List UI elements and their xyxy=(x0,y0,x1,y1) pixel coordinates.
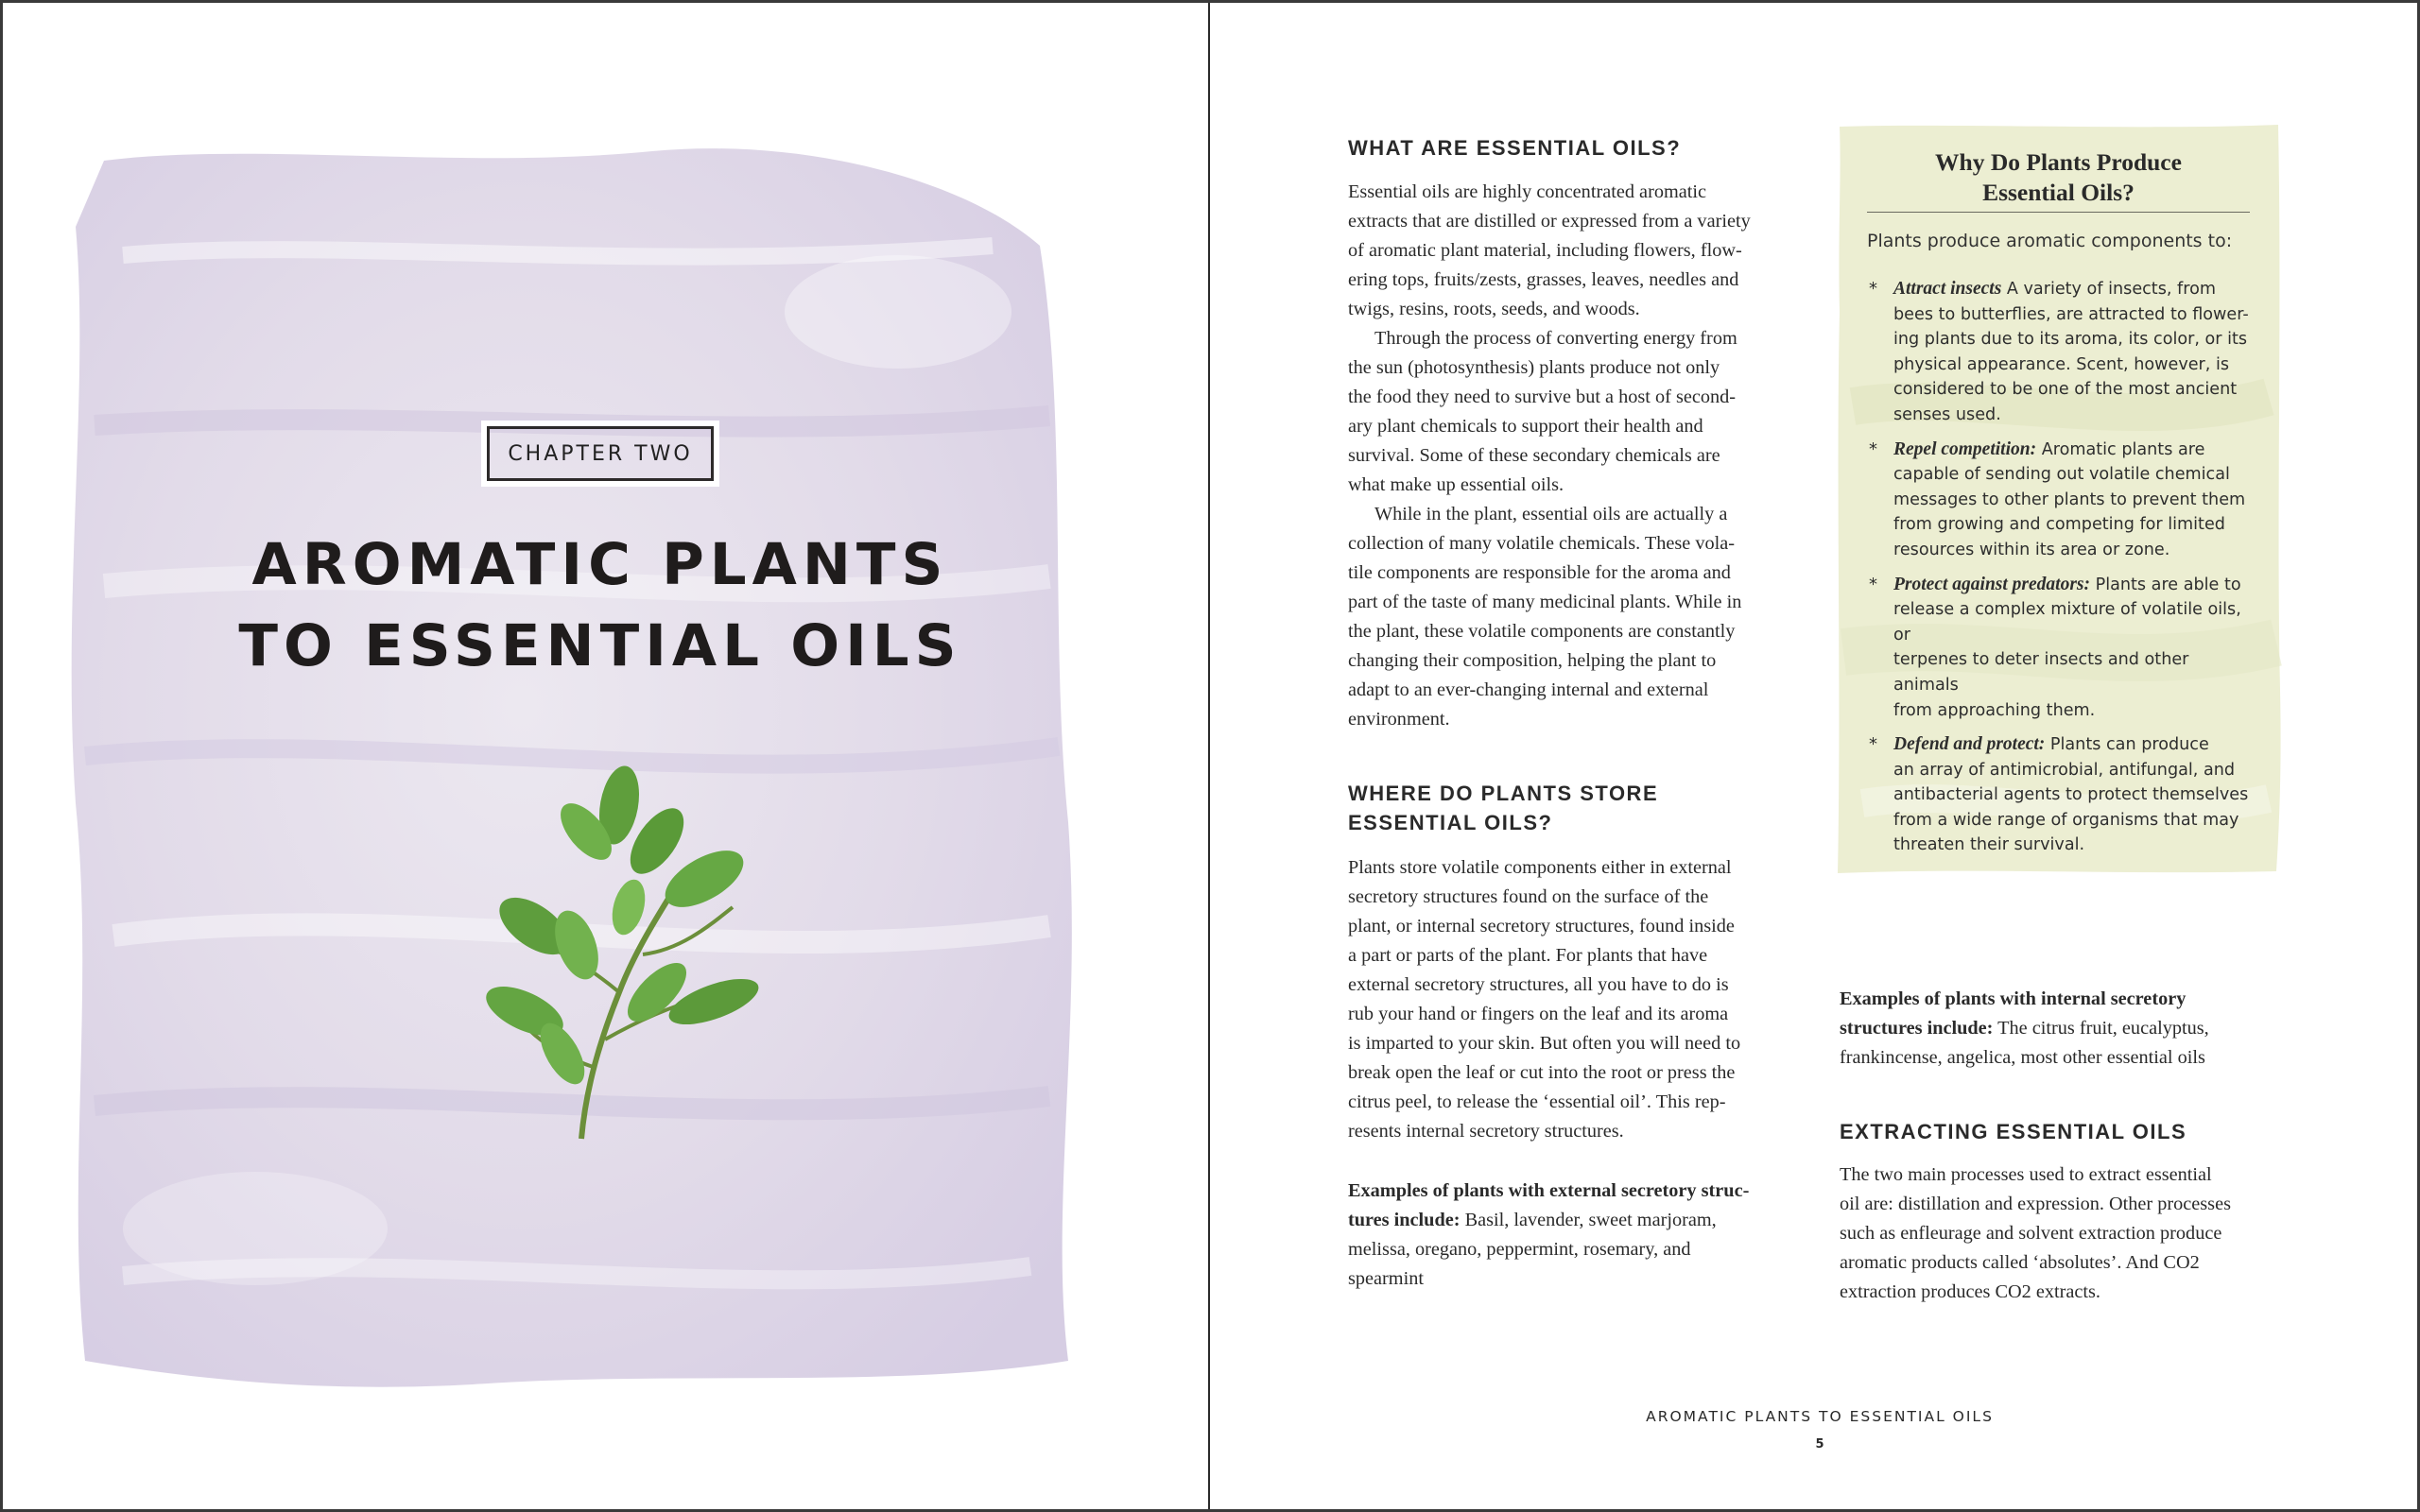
text-line xyxy=(1840,985,2284,1014)
text-line: ary plant chemicals to support their health and xyxy=(1348,416,1703,437)
text-line xyxy=(1893,573,2250,598)
running-footer: AROMATIC PLANTS TO ESSENTIAL OILS xyxy=(1646,1408,1994,1425)
text-line: a part or parts of the plant. For plants that have xyxy=(1348,945,1708,966)
text-line: is imparted to your skin. But often you will need to xyxy=(1348,1033,1741,1054)
sidebar-title-line: Why Do Plants Produce xyxy=(1935,148,2182,176)
text-line: Plants store volatile components either in external xyxy=(1348,857,1732,878)
chapter-title-line: TO ESSENTIAL OILS xyxy=(238,612,962,679)
list-item xyxy=(1867,438,2250,563)
text-line: resents internal secretory structures. xyxy=(1348,1121,1624,1142)
text-line: changing their composition, helping the plant to xyxy=(1348,650,1717,671)
text-line: senses used. xyxy=(1893,404,2001,424)
bullet-icon: * xyxy=(1869,438,1877,459)
section-heading-where xyxy=(1348,779,1688,837)
bullet-icon: * xyxy=(1869,734,1877,755)
text-run: Basil, lavender, sweet marjoram, xyxy=(1460,1210,1717,1230)
text-line: an array of antimicrobial, antifungal, and xyxy=(1893,760,2236,780)
text-line: environment. xyxy=(1348,709,1450,730)
text-line: adapt to an ever-changing internal and external xyxy=(1348,679,1709,700)
text-line: bees to butterflies, are attracted to flower- xyxy=(1893,304,2249,324)
chapter-label-box xyxy=(487,426,714,481)
chapter-title xyxy=(170,524,1030,687)
text-line: considered to be one of the most ancient xyxy=(1893,380,2238,400)
sidebar-title-line: Essential Oils? xyxy=(1982,179,2135,206)
heading-line: ESSENTIAL OILS? xyxy=(1348,811,1553,834)
text-line: the food they need to survive but a host of second- xyxy=(1348,387,1737,407)
text-line: While in the plant, essential oils are actually a xyxy=(1374,504,1728,524)
list-item xyxy=(1867,277,2250,428)
text-line: Through the process of converting energy from xyxy=(1374,328,1737,349)
text-line: resources within its area or zone. xyxy=(1893,540,2170,559)
text-line: external secretory structures, all you have to do is xyxy=(1348,974,1729,995)
text-line: ering tops, fruits/zests, grasses, leaves, needles and xyxy=(1348,269,1739,290)
text-line: citrus peel, to release the ‘essential oil’. This rep- xyxy=(1348,1091,1726,1112)
text-line: release a complex mixture of volatile oils, or xyxy=(1893,600,2241,644)
text-line: part of the taste of many medicinal plants. While in xyxy=(1348,592,1742,612)
text-line: melissa, oregano, peppermint, rosemary, and xyxy=(1348,1239,1691,1260)
text-run: Aromatic plants are xyxy=(2036,439,2205,459)
sidebar-intro: Plants produce aromatic components to: xyxy=(1867,231,2233,251)
text-line: from growing and competing for limited xyxy=(1893,515,2225,535)
text-line: of aromatic plant material, including flowers, flow- xyxy=(1348,240,1742,261)
text-line xyxy=(1840,1014,2284,1043)
text-line: oil are: distillation and expression. Other processes xyxy=(1840,1194,2231,1214)
bullet-icon: * xyxy=(1869,279,1877,299)
chapter-label: CHAPTER TWO xyxy=(508,441,693,466)
text-run: Plants can produce xyxy=(2045,735,2209,755)
text-run: A variety of insects, from xyxy=(2001,280,2217,299)
text-line: such as enfleurage and solvent extraction produce xyxy=(1840,1223,2222,1244)
text-run: The citrus fruit, eucalyptus, xyxy=(1993,1018,2209,1039)
bold-lead: Examples of plants with internal secretory xyxy=(1840,988,2187,1009)
bold-lead: tures include: xyxy=(1348,1210,1461,1230)
text-line: from a wide range of organisms that may xyxy=(1893,810,2239,830)
list-term: Defend and protect: xyxy=(1893,734,2046,755)
mint-sprig-illustration xyxy=(477,765,789,1143)
text-line: twigs, resins, roots, seeds, and woods. xyxy=(1348,299,1640,319)
list-term: Protect against predators: xyxy=(1893,574,2090,594)
text-line: The two main processes used to extract essential xyxy=(1840,1164,2212,1185)
list-term: Repel competition: xyxy=(1893,438,2037,459)
heading-line: WHERE DO PLANTS STORE xyxy=(1348,782,1659,805)
text-line: spearmint xyxy=(1348,1268,1424,1289)
text-line: the plant, these volatile components are constantly xyxy=(1348,621,1736,642)
text-run: Plants are able to xyxy=(2090,575,2241,594)
text-line: extracts that are distilled or expressed from a variety xyxy=(1348,211,1751,232)
sidebar-divider xyxy=(1867,212,2250,213)
text-line: ing plants due to its aroma, its color, or its xyxy=(1893,330,2248,350)
text-line: collection of many volatile chemicals. These vola- xyxy=(1348,533,1736,554)
text-line: threaten their survival. xyxy=(1893,835,2085,855)
text-line: capable of sending out volatile chemical xyxy=(1893,465,2230,485)
page-gutter xyxy=(1208,0,1210,1512)
text-line: rub your hand or fingers on the leaf and its aroma xyxy=(1348,1004,1729,1024)
text-line: plant, or internal secretory structures, found inside xyxy=(1348,916,1735,936)
bold-lead: structures include: xyxy=(1840,1018,1994,1039)
section-heading-extracting: EXTRACTING ESSENTIAL OILS xyxy=(1840,1120,2187,1143)
paragraph-external-examples xyxy=(1348,1177,1778,1294)
text-line: the sun (photosynthesis) plants produce not only xyxy=(1348,357,1720,378)
text-line: survival. Some of these secondary chemicals are xyxy=(1348,445,1720,466)
paragraph-where xyxy=(1348,853,1792,1146)
text-line xyxy=(1348,1206,1778,1235)
text-line: what make up essential oils. xyxy=(1348,474,1564,495)
text-line: secretory structures found on the surface of the xyxy=(1348,886,1709,907)
text-line: messages to other plants to prevent them xyxy=(1893,490,2246,509)
list-term: Attract insects xyxy=(1893,279,2002,299)
section-heading-what: WHAT ARE ESSENTIAL OILS? xyxy=(1348,136,1682,160)
text-line xyxy=(1893,732,2250,758)
list-item xyxy=(1867,732,2250,858)
sidebar-title xyxy=(1862,147,2255,208)
paragraph-what xyxy=(1348,178,1792,734)
text-line: Essential oils are highly concentrated aromatic xyxy=(1348,181,1707,202)
paragraph-internal-examples xyxy=(1840,985,2284,1073)
text-line: aromatic products called ‘absolutes’. And CO2 xyxy=(1840,1252,2200,1273)
bullet-icon: * xyxy=(1869,574,1877,594)
text-line xyxy=(1348,1177,1778,1206)
left-page xyxy=(0,0,1209,1512)
text-line: break open the leaf or cut into the root or press the xyxy=(1348,1062,1736,1083)
sidebar-panel xyxy=(1834,123,2283,874)
text-line: tile components are responsible for the aroma and xyxy=(1348,562,1731,583)
text-line: from approaching them. xyxy=(1893,700,2096,720)
chapter-title-line: AROMATIC PLANTS xyxy=(251,531,949,598)
text-line: extraction produces CO2 extracts. xyxy=(1840,1281,2100,1302)
text-line: frankincense, angelica, most other essential oils xyxy=(1840,1047,2205,1068)
text-line: terpenes to deter insects and other animals xyxy=(1893,650,2189,695)
text-line: physical appearance. Scent, however, is xyxy=(1893,354,2230,374)
bold-lead: Examples of plants with external secretory struc- xyxy=(1348,1180,1750,1201)
text-line xyxy=(1893,277,2250,302)
list-item xyxy=(1867,573,2250,724)
text-line xyxy=(1893,438,2250,463)
text-line: antibacterial agents to protect themselves xyxy=(1893,785,2249,805)
sidebar-list xyxy=(1867,277,2250,868)
page-number: 5 xyxy=(1815,1437,1824,1452)
paragraph-extracting xyxy=(1840,1160,2284,1307)
